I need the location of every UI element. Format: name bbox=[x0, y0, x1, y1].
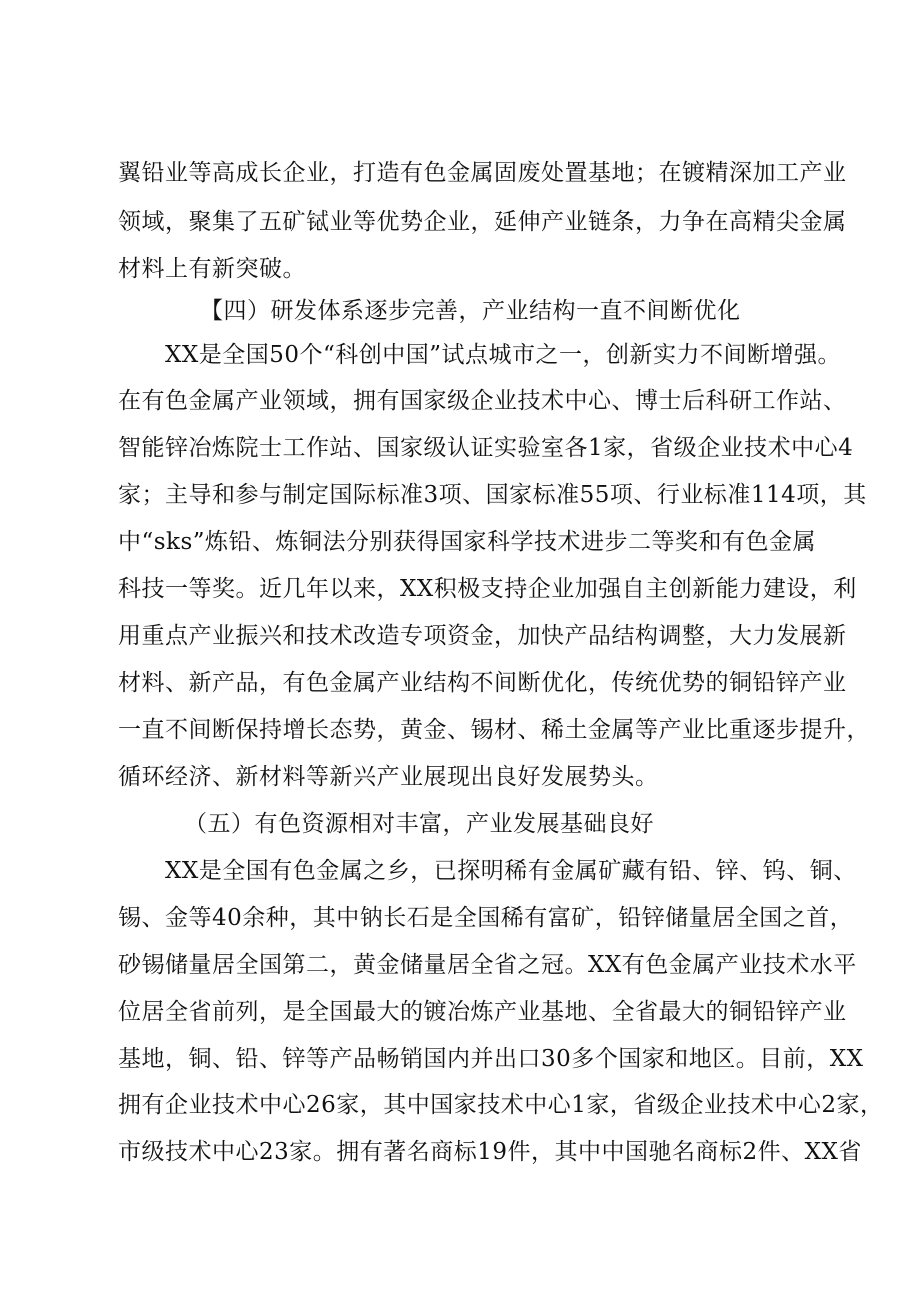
paragraph-3-line-2: 锡、金等40余种，其中钠长石是全国稀有富矿，铅锌储量居全国之首， bbox=[118, 905, 854, 931]
paragraph-2-line-10: 循环经济、新材料等新兴产业展现出良好发展势头。 bbox=[118, 764, 659, 790]
paragraph-2-line-1: XX是全国50个“科创中国”试点城市之一，创新实力不间断增强。 bbox=[165, 342, 842, 368]
paragraph-1-line-2: 领域，聚集了五矿铽业等优势企业，延伸产业链条，力争在高精尖金属 bbox=[118, 209, 847, 235]
paragraph-1-line-1: 翼铅业等高成长企业，打造有色金属固废处置基地；在镀精深加工产业 bbox=[118, 160, 847, 186]
section-heading-4: 【四）研发体系逐步完善，产业结构一直不间断优化 bbox=[200, 298, 741, 324]
paragraph-1-line-3: 材料上有新突破。 bbox=[118, 256, 306, 282]
paragraph-3-line-1: XX是全国有色金属之乡，已探明稀有金属矿藏有铅、锌、钨、铜、 bbox=[165, 858, 857, 884]
paragraph-2-line-5: 中“sks”炼铅、炼铜法分别获得国家科学技术进步二等奖和有色金属 bbox=[118, 529, 817, 555]
paragraph-2-line-6: 科技一等奖。近几年以来，XX积极支持企业加强自主创新能力建设，利 bbox=[118, 576, 857, 602]
paragraph-3-line-3: 砂锡储量居全国第二，黄金储量居全省之冠。XX有色金属产业技术水平 bbox=[118, 952, 857, 978]
paragraph-2-line-2: 在有色金属产业领域，拥有国家级企业技术中心、博士后科研工作站、 bbox=[118, 388, 847, 414]
paragraph-3-line-6: 拥有企业技术中心26家，其中国家技术中心1家，省级企业技术中心2家， bbox=[118, 1092, 884, 1118]
paragraph-3-line-7: 市级技术中心23家。拥有著名商标19件，其中中国驰名商标2件、XX省 bbox=[118, 1139, 862, 1165]
paragraph-2-line-4: 家；主导和参与制定国际标准3项、国家标准55项、行业标准114项，其 bbox=[118, 482, 867, 508]
paragraph-2-line-7: 用重点产业振兴和技术改造专项资金，加快产品结构调整，大力发展新 bbox=[118, 623, 847, 649]
paragraph-2-line-3: 智能锌冶炼院士工作站、国家级认证实验室各1家，省级企业技术中心4 bbox=[118, 435, 854, 461]
section-heading-5: （五）有色资源相对丰富，产业发展基础良好 bbox=[184, 811, 654, 837]
paragraph-2-line-8: 材料、新产品，有色金属产业结构不间断优化，传统优势的铜铅锌产业 bbox=[118, 670, 847, 696]
paragraph-3-line-5: 基地，铜、铅、锌等产品畅销国内并出口30多个国家和地区。目前，XX bbox=[118, 1046, 864, 1072]
paragraph-3-line-4: 位居全省前列，是全国最大的镀冶炼产业基地、全省最大的铜铅锌产业 bbox=[118, 999, 847, 1025]
paragraph-2-line-9: 一直不间断保持增长态势，黄金、锡材、稀土金属等产业比重逐步提升， bbox=[118, 717, 870, 743]
